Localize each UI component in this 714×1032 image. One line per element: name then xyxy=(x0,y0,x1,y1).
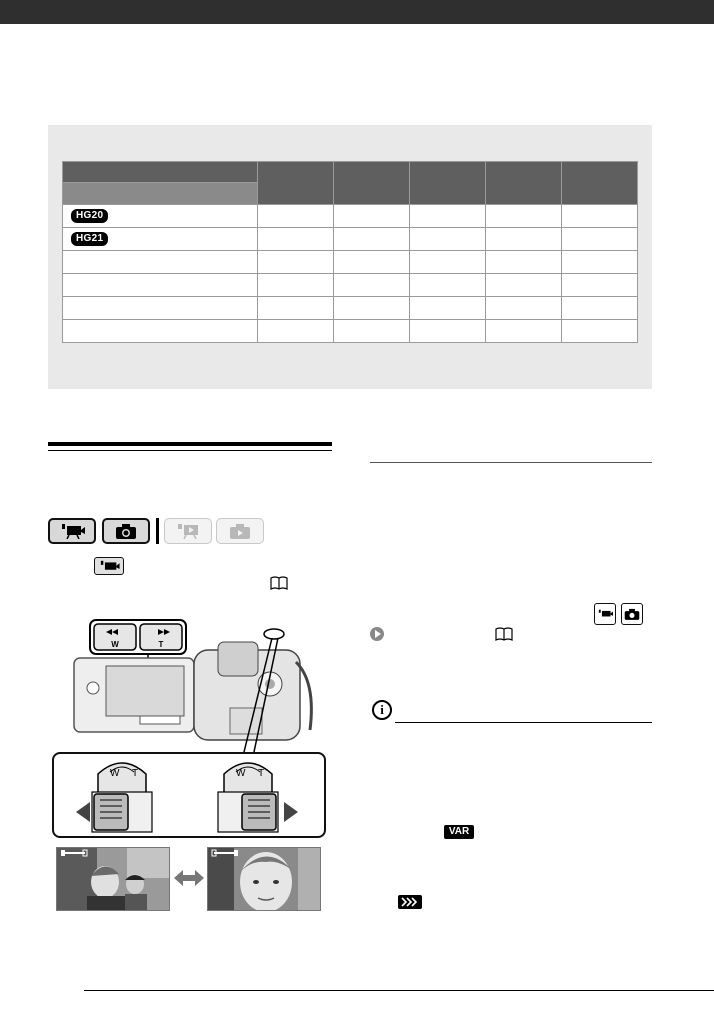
lever-right-t-label: T xyxy=(258,768,265,779)
movie-camera-icon xyxy=(98,560,120,573)
photo-telephoto xyxy=(207,847,321,911)
var-badge: VAR xyxy=(444,825,474,839)
zoom-tele-label: T xyxy=(158,640,164,649)
table-header-cell xyxy=(63,183,258,205)
zoom-lever-panel xyxy=(52,752,326,838)
lever-left-t-label: T xyxy=(132,768,139,779)
table-header-cell xyxy=(258,162,334,205)
inline-movie-mode-icon xyxy=(94,557,124,575)
section-heading-rule-thin xyxy=(48,450,332,451)
spec-table xyxy=(62,161,638,343)
table-header-row xyxy=(63,162,638,183)
table-row xyxy=(63,297,638,320)
model-badge-hg21: HG21 xyxy=(71,232,108,246)
arrow-left-icon xyxy=(76,802,90,822)
circle-arrow-icon xyxy=(370,627,384,641)
movie-camera-icon xyxy=(59,523,85,539)
footer-rule xyxy=(84,990,714,991)
table-row xyxy=(63,205,638,228)
table-header-cell xyxy=(334,162,410,205)
photo-camera-icon xyxy=(624,607,640,621)
movie-camera-icon xyxy=(597,608,613,620)
subsection-rule xyxy=(370,462,652,463)
mode-photo-playback xyxy=(216,518,264,544)
photo-wide-angle xyxy=(56,847,170,911)
note-info-icon: i xyxy=(372,700,392,720)
mode-movie-playback xyxy=(164,518,212,544)
header-bar xyxy=(0,0,714,24)
table-header-cell xyxy=(410,162,486,205)
double-arrow-icon xyxy=(174,868,204,888)
table-header-cell xyxy=(63,162,258,183)
zoom-lever-callout xyxy=(264,629,284,639)
photo-playback-icon xyxy=(229,523,251,539)
lever-left-w-label: W xyxy=(110,768,120,779)
model-badge-hg20: HG20 xyxy=(71,209,108,223)
mode-photo-camera xyxy=(102,518,150,544)
table-header-cell xyxy=(562,162,638,205)
zoom-wide-label: W xyxy=(111,640,119,649)
zoom-lever-illustration xyxy=(54,754,324,836)
photo-camera-icon xyxy=(115,523,137,539)
page-reference-book-icon xyxy=(270,576,288,590)
mode-movie-camera xyxy=(48,518,96,544)
mode-separator xyxy=(156,518,159,544)
page-reference-book-icon xyxy=(495,627,513,641)
mode-indicator-row xyxy=(48,518,278,544)
right-photo-mode-icon xyxy=(621,603,643,625)
table-row xyxy=(63,251,638,274)
table-row xyxy=(63,228,638,251)
table-header-cell xyxy=(486,162,562,205)
note-rule xyxy=(395,722,652,723)
lever-right-w-label: W xyxy=(236,768,246,779)
right-movie-mode-icon xyxy=(594,603,616,625)
table-row xyxy=(63,274,638,297)
movie-playback-icon xyxy=(176,523,200,539)
section-heading-rule xyxy=(48,442,332,446)
arrow-right-icon xyxy=(284,802,298,822)
advanced-chevron-icon xyxy=(398,895,422,909)
table-row xyxy=(63,320,638,343)
